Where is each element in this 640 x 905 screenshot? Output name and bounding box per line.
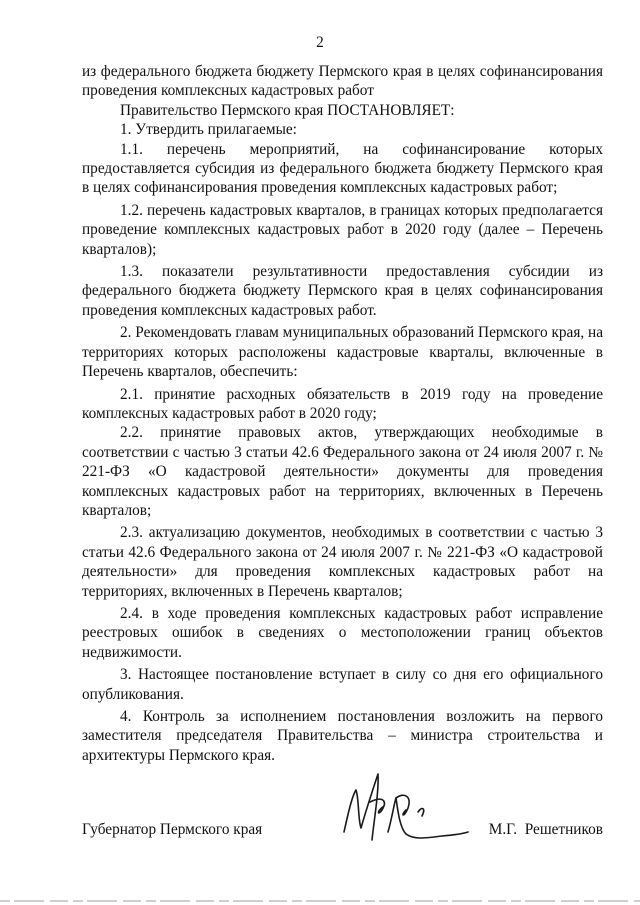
page-number: 2 [316, 34, 324, 51]
paragraph-item-2-2: 2.2. принятие правовых актов, утверждающих необходимые в соответствии с частью 3 статьи 42.6 Федерального закона от 24 июля 2007 г. № 221-ФЗ «О кадастровой деятельности» документы для проведения комплексных кадастровых работ на территориях, включенных в Перечень кварталов; [82, 424, 603, 519]
document-body [82, 62, 603, 765]
paragraph-item-1: 1. Утвердить прилагаемые: [120, 121, 297, 139]
paragraph-item-1-3: 1.3. показатели результативности предоставления субсидии из федерального бюджета бюджету Пермского края в целях софинансирования проведения комплексных кадастровых работ. [82, 263, 603, 319]
paragraph-item-1-1: 1.1. перечень мероприятий, на софинансирование которых предоставляется субсидия из федерального бюджета бюджету Пермского края в целях софинансирования проведения комплексных кадастровых работ; [82, 140, 603, 197]
signature-block [82, 820, 603, 840]
paragraph-item-2-4: 2.4. в ходе проведения комплексных кадастровых работ исправление реестровых ошибок в сведениях о местоположении границ объектов недвижимости. [82, 604, 603, 661]
paragraph-item-4: 4. Контроль за исполнением постановления возложить на первого заместителя председателя Правительства – министра строительства и архитектуры Пермского края. [82, 708, 603, 764]
paragraph-item-2: 2. Рекомендовать главам муниципальных образований Пермского края, на территориях которых расположены кадастровые кварталы, включенные в Перечень кварталов, обеспечить: [82, 324, 603, 381]
paragraph-item-3: 3. Настоящее постановление вступает в силу со дня его официального опубликования. [82, 666, 603, 703]
paragraph-continuation: из федерального бюджета бюджету Пермского края в целях софинансирования проведения комплексных кадастровых работ [82, 63, 603, 100]
handwritten-signature [322, 762, 472, 858]
paragraph-item-2-3: 2.3. актуализацию документов, необходимых в соответствии с частью 3 статьи 42.6 Федерального закона от 24 июля 2007 г. № 221-ФЗ «О кадастровой деятельности» для проведения комплексных кадастровых работ на территориях, включенных в Перечень кварталов; [82, 524, 603, 600]
paragraph-item-1-2: 1.2. перечень кадастровых кварталов, в границах которых предполагается проведение комплексных кадастровых работ в 2020 году (далее – Перечень кварталов); [82, 201, 603, 258]
signatory-position: Губернатор Пермского края [82, 821, 263, 838]
paragraph-resolves: Правительство Пермского края ПОСТАНОВЛЯЕТ: [120, 101, 455, 119]
paragraph-item-2-1: 2.1. принятие расходных обязательств в 2019 году на проведение комплексных кадастровых работ в 2020 году; [82, 385, 603, 422]
scan-edge-artifact [0, 897, 640, 905]
signatory-name: М.Г. Решетников [488, 821, 603, 838]
